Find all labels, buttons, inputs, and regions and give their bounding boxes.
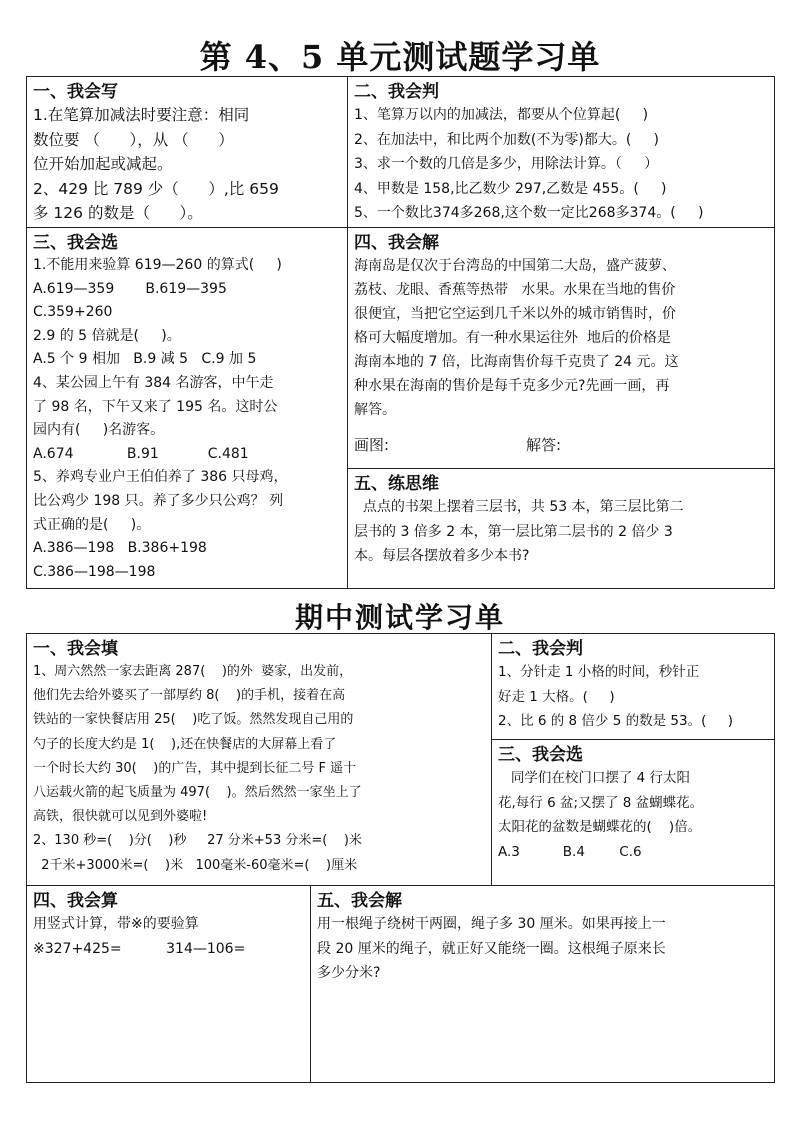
text-line: 好走 1 大格。( ) bbox=[498, 688, 615, 705]
text-line: 铁站的一家快餐店用 25( )吃了饭。然然发现自己用的 bbox=[33, 712, 354, 728]
section-heading: 二、我会判 bbox=[354, 82, 439, 102]
text-line: 高铁，很快就可以见到外婆啦! bbox=[33, 809, 208, 825]
section-heading: 二、我会判 bbox=[498, 639, 583, 659]
text-line: 多少分米? bbox=[317, 965, 381, 982]
text-line: 海南岛是仅次于台湾岛的中国第二大岛，盛产菠萝、 bbox=[354, 258, 676, 274]
section-heading: 三、我会选 bbox=[33, 233, 118, 253]
text-line: 很便宜，当把它空运到几千米以外的城市销售时，价 bbox=[354, 306, 676, 322]
text-line: 1.不能用来验算 619—260 的算式( ) bbox=[33, 257, 282, 273]
section-thinking bbox=[347, 468, 775, 589]
midterm-title: 期中测试学习单 bbox=[294, 601, 505, 634]
text-line: 5、一个数比374多268,这个数一定比268多374。( ) bbox=[354, 205, 704, 222]
text-line: 花,每行 6 盆;又摆了 8 盆蝴蝶花。 bbox=[498, 794, 704, 811]
text-line: 4、某公园上午有 384 名游客，中午走 bbox=[33, 374, 274, 391]
text-line: 段 20 厘米的绳子，就正好又能绕一圈。这根绳子原来长 bbox=[317, 940, 666, 957]
text-line: 园内有( )名游客。 bbox=[33, 422, 165, 439]
text-line: A.674 B.91 C.481 bbox=[33, 445, 249, 462]
text-line: 1、分针走 1 小格的时间，秒针正 bbox=[498, 664, 700, 680]
section-body bbox=[33, 103, 341, 226]
text-line: 勺子的长度大约是 1( ),还在快餐店的大屏幕上看了 bbox=[33, 736, 337, 752]
section-calculate bbox=[26, 885, 311, 1083]
text-line: 层书的 3 倍多 2 本，第一层比第二层书的 2 倍少 3 bbox=[354, 523, 673, 540]
text-line: 多 126 的数是（ ）。 bbox=[33, 204, 203, 223]
section-body bbox=[498, 660, 768, 734]
text-line: A.5 个 9 相加 B.9 减 5 C.9 加 5 bbox=[33, 351, 257, 368]
section-judge-midterm bbox=[491, 633, 775, 740]
text-line: 数位要 （ ），从 （ ） bbox=[33, 130, 234, 149]
text-line: 他们先去给外婆买了一部厚约 8( )的手机，接着在高 bbox=[33, 688, 346, 704]
text-line: 位开始加起或减起。 bbox=[33, 155, 173, 174]
section-heading: 四、我会解 bbox=[354, 233, 439, 253]
section-choose bbox=[26, 227, 348, 589]
text-line: 2千米+3000米=( )米 100毫米-60毫米=( )厘米 bbox=[33, 857, 358, 873]
text-line: 2、130 秒=( )分( )秒 27 分米+53 分米=( )米 bbox=[33, 833, 362, 849]
answer-label: 解答: bbox=[526, 436, 562, 454]
text-line: A.386—198 B.386+198 bbox=[33, 540, 207, 557]
text-line: C.359+260 bbox=[33, 304, 113, 321]
section-body bbox=[317, 912, 768, 986]
text-line: 一个时长大约 30( )的广告，其中提到长征二号 F 遥十 bbox=[33, 760, 357, 776]
section-solve bbox=[347, 227, 775, 469]
text-line: 格可大幅度增加。有一种水果运往外 地后的价格是 bbox=[354, 330, 671, 346]
section-write bbox=[26, 76, 348, 228]
section-body bbox=[354, 495, 768, 569]
section-solve-midterm bbox=[310, 885, 775, 1083]
text-line: 2、429 比 789 少（ ）,比 659 bbox=[33, 179, 279, 198]
text-line: C.386—198—198 bbox=[33, 563, 156, 580]
text-line: 太阳花的盆数是蝴蝶花的( )倍。 bbox=[498, 819, 702, 836]
section-judge bbox=[347, 76, 775, 228]
section-body bbox=[354, 254, 768, 422]
text-line: 八运载火箭的起飞质量为 497( )。然后然然一家坐上了 bbox=[33, 785, 362, 801]
section-body bbox=[498, 766, 768, 864]
section-heading: 五、我会解 bbox=[317, 891, 402, 911]
answer-labels bbox=[354, 434, 754, 455]
text-line: 用一根绳子绕树干两圈，绳子多 30 厘米。如果再接上一 bbox=[317, 916, 666, 932]
text-line: A.3 B.4 C.6 bbox=[498, 843, 642, 860]
text-line: 1、笔算万以内的加减法，都要从个位算起( ) bbox=[354, 107, 649, 123]
text-line: 2.9 的 5 倍就是( )。 bbox=[33, 327, 181, 344]
text-line: ※327+425= 314—106= bbox=[33, 940, 246, 957]
text-line: 比公鸡少 198 只。养了多少只公鸡？ 列 bbox=[33, 492, 284, 509]
section-body bbox=[354, 103, 768, 226]
text-line: 5、养鸡专业户王伯伯养了 386 只母鸡， bbox=[33, 469, 288, 486]
section-heading: 一、我会写 bbox=[33, 82, 118, 102]
text-line: 海南本地的 7 倍，比海南售价每千克贵了 24 元。这 bbox=[354, 354, 679, 370]
section-heading: 一、我会填 bbox=[33, 639, 118, 659]
text-line: 式正确的是( )。 bbox=[33, 516, 151, 533]
text-line: 荔枝、龙眼、香蕉等热带 水果。水果在当地的售价 bbox=[354, 282, 676, 298]
text-line: 2、比 6 的 8 倍少 5 的数是 53。( ) bbox=[498, 713, 734, 730]
text-line: 4、甲数是 158,比乙数少 297,乙数是 455。( ) bbox=[354, 180, 667, 197]
section-heading: 三、我会选 bbox=[498, 745, 583, 765]
section-body bbox=[33, 912, 304, 961]
section-choose-midterm bbox=[491, 739, 775, 886]
text-line: 2、在加法中，和比两个加数(不为零)都大。( ) bbox=[354, 131, 660, 148]
text-line: A.619—359 B.619—395 bbox=[33, 280, 227, 297]
section-heading: 四、我会算 bbox=[33, 891, 118, 911]
text-line: 1.在笔算加减法时要注意：相同 bbox=[33, 106, 250, 124]
section-body bbox=[33, 660, 485, 878]
section-body bbox=[33, 254, 341, 584]
text-line: 1、周六然然一家去距离 287( )的外 婆家，出发前， bbox=[33, 664, 353, 679]
text-line: 3、求一个数的几倍是多少，用除法计算。（ ） bbox=[354, 156, 659, 173]
text-line: 用竖式计算，带※的要验算 bbox=[33, 916, 199, 932]
text-line: 同学们在校门口摆了 4 行太阳 bbox=[498, 770, 691, 786]
section-heading: 五、练思维 bbox=[354, 474, 439, 494]
text-line: 解答。 bbox=[354, 402, 396, 418]
section-fill bbox=[26, 633, 492, 886]
document-title: 第 4、5 单元测试题学习单 bbox=[199, 38, 601, 76]
text-line: 点点的书架上摆着三层书，共 53 本，第三层比第二 bbox=[354, 499, 684, 515]
text-line: 了 98 名，下午又来了 195 名。这时公 bbox=[33, 398, 278, 415]
draw-label: 画图: bbox=[354, 436, 390, 454]
text-line: 本。每层各摆放着多少本书? bbox=[354, 548, 530, 565]
text-line: 种水果在海南的售价是每千克多少元?先画一画，再 bbox=[354, 378, 670, 394]
